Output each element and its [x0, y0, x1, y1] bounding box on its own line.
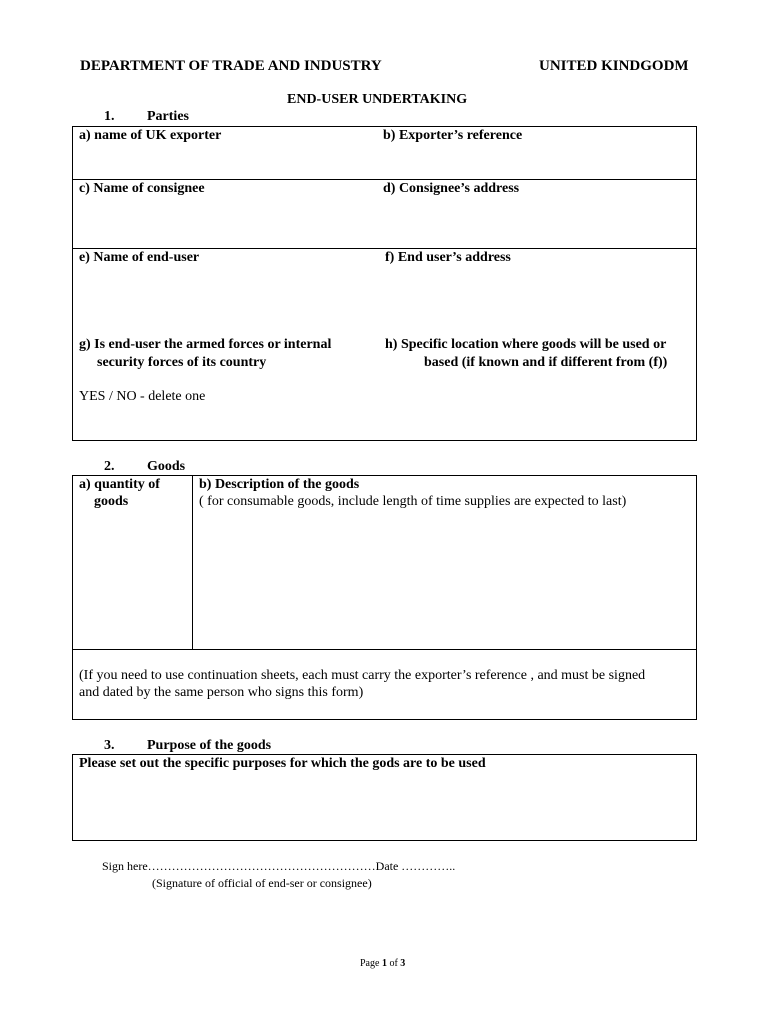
page-total: 3 [400, 958, 406, 969]
page-number [360, 958, 405, 969]
continuation-note-line1: (If you need to use continuation sheets, each must carry the exporter’s reference , and must be signed [79, 668, 646, 683]
armed-forces-answer: YES / NO - delete one [79, 389, 206, 404]
department-heading: DEPARTMENT OF TRADE AND INDUSTRY [80, 58, 382, 74]
armed-forces-question-line2: security forces of its country [97, 355, 267, 370]
parties-divider-2 [72, 248, 697, 249]
end-user-address-label: f) End user’s address [385, 250, 511, 265]
signature-caption: (Signature of official of end-ser or consignee) [152, 876, 372, 890]
goods-quantity-label-line1: a) quantity of [79, 477, 160, 492]
goods-quantity-label-line2: goods [94, 494, 129, 509]
consignee-address-label: d) Consignee’s address [383, 181, 520, 196]
location-label-line1: h) Specific location where goods will be used or [385, 337, 667, 352]
section3-title: Purpose of the goods [147, 738, 272, 753]
form-title: END-USER UNDERTAKING [287, 92, 468, 107]
section1-title: Parties [147, 109, 189, 124]
section2-title: Goods [147, 459, 186, 474]
end-user-name-label: e) Name of end-user [79, 250, 200, 265]
section3-number: 3. [104, 738, 115, 753]
signature-line: Sign here…………………………………………………Date ………….. [102, 859, 456, 873]
exporter-reference-label: b) Exporter’s reference [383, 128, 523, 143]
page-prefix: Page [360, 958, 382, 969]
section1-number: 1. [104, 109, 115, 124]
goods-column-divider [192, 475, 193, 649]
country-heading: UNITED KINDGODM [539, 58, 689, 74]
section2-number: 2. [104, 459, 115, 474]
parties-divider-1 [72, 179, 697, 180]
consignee-name-label: c) Name of consignee [79, 181, 205, 196]
exporter-name-label: a) name of UK exporter [79, 128, 222, 143]
goods-description-note: ( for consumable goods, include length of time supplies are expected to last) [199, 494, 627, 509]
armed-forces-question-line1: g) Is end-user the armed forces or internal [79, 337, 332, 352]
page-of: of [386, 958, 401, 969]
continuation-note-line2: and dated by the same person who signs this form) [79, 685, 364, 700]
page-current: 1 [381, 958, 387, 969]
purpose-instruction: Please set out the specific purposes for which the gods are to be used [79, 756, 486, 771]
goods-divider [72, 649, 697, 650]
goods-description-label: b) Description of the goods [199, 477, 360, 492]
location-label-line2: based (if known and if different from (f)) [424, 355, 668, 370]
